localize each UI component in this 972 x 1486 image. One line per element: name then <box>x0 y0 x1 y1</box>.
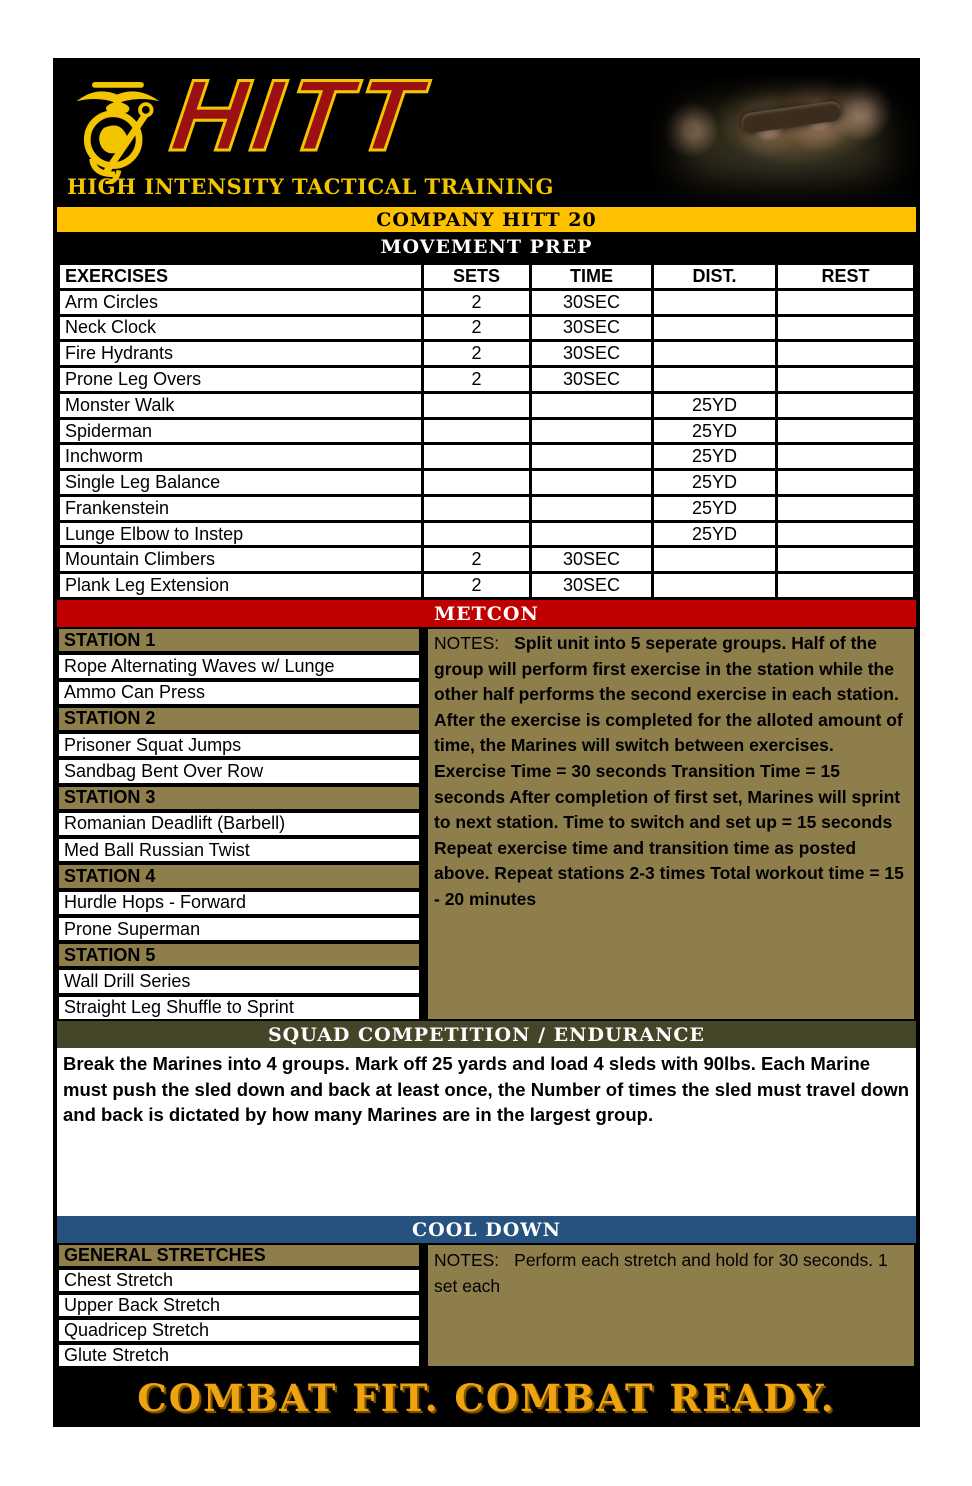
exercise-cell: Spiderman <box>59 418 423 444</box>
sets-cell: 2 <box>423 367 531 393</box>
rest-cell <box>777 367 915 393</box>
rest-cell <box>777 444 915 470</box>
sets-cell: 2 <box>423 573 531 599</box>
notes-label: NOTES: <box>434 633 500 653</box>
table-row <box>59 521 915 547</box>
dist-cell <box>653 341 777 367</box>
footer <box>53 1368 920 1427</box>
sets-cell: 2 <box>423 315 531 341</box>
dist-cell <box>653 547 777 573</box>
sets-cell: 2 <box>423 547 531 573</box>
squad-banner-text: SQUAD COMPETITION / ENDURANCE <box>267 1023 706 1046</box>
table-row <box>59 495 915 521</box>
rest-cell <box>777 315 915 341</box>
company-title-text: COMPANY HITT 20 <box>376 208 597 231</box>
time-cell: 30SEC <box>531 367 653 393</box>
squad-instructions: Break the Marines into 4 groups. Mark off 25 yards and load 4 sleds with 90lbs. Each Marine must push the sled down and back at least once, the Number of times the sled must travel down and back is dictated by how many Marines are in the largest group. <box>57 1048 916 1216</box>
sets-cell <box>423 444 531 470</box>
stretch-item: Glute Stretch <box>57 1343 421 1368</box>
sets-cell <box>423 418 531 444</box>
notes-body: Perform each stretch and hold for 30 seconds. 1 set each <box>434 1250 888 1296</box>
table-row <box>59 367 915 393</box>
station-exercise: Prisoner Squat Jumps <box>57 732 421 758</box>
table-row <box>59 341 915 367</box>
movement-prep-banner <box>57 232 916 262</box>
movement-prep-table-wrap <box>57 262 916 600</box>
col-exercises: EXERCISES <box>59 264 423 290</box>
marines-log-carry-photo <box>651 76 917 204</box>
exercise-cell: Monster Walk <box>59 392 423 418</box>
dist-cell: 25YD <box>653 418 777 444</box>
station-header: STATION 4 <box>57 863 421 889</box>
col-sets: SETS <box>423 264 531 290</box>
time-cell <box>531 444 653 470</box>
col-dist: DIST. <box>653 264 777 290</box>
stretches-column <box>57 1243 421 1368</box>
rest-cell <box>777 470 915 496</box>
hitt-tagline: HIGH INTENSITY TACTICAL TRAINING <box>67 174 554 199</box>
time-cell: 30SEC <box>531 547 653 573</box>
rest-cell <box>777 392 915 418</box>
stretches-header: GENERAL STRETCHES <box>57 1243 421 1268</box>
cooldown-banner <box>57 1216 916 1243</box>
station-exercise: Rope Alternating Waves w/ Lunge <box>57 653 421 679</box>
table-row <box>59 392 915 418</box>
station-exercise: Romanian Deadlift (Barbell) <box>57 811 421 837</box>
table-row <box>59 470 915 496</box>
table-header-row <box>59 264 915 290</box>
time-cell <box>531 470 653 496</box>
dist-cell: 25YD <box>653 495 777 521</box>
station-exercise: Hurdle Hops - Forward <box>57 890 421 916</box>
station-exercise: Straight Leg Shuffle to Sprint <box>57 995 421 1021</box>
metcon-banner-text: METCON <box>434 602 539 625</box>
movement-prep-text: MOVEMENT PREP <box>380 236 593 258</box>
metcon-notes <box>434 631 907 913</box>
station-exercise: Wall Drill Series <box>57 968 421 994</box>
station-header: STATION 2 <box>57 706 421 732</box>
header <box>53 58 920 207</box>
dist-cell: 25YD <box>653 521 777 547</box>
notes-body: Split unit into 5 seperate groups. Half of the group will perform first exercise in the station while the other half performs the second exercise in each station. After the exercise is completed for the alloted amount of time, the Marines will switch between exercises. Exercise Time = 30 seconds Transition Time = 15 seconds After completion of first set, Marines will sprint to next station. Time to switch and set up = 15 seconds Repeat exercise time and transition time as posted above. Repeat stations 2-3 times Total workout time = 15 - 20 minutes <box>434 633 904 909</box>
exercise-cell: Neck Clock <box>59 315 423 341</box>
dist-cell <box>653 315 777 341</box>
sets-cell: 2 <box>423 289 531 315</box>
dist-cell <box>653 573 777 599</box>
sets-cell <box>423 521 531 547</box>
dist-cell <box>653 367 777 393</box>
exercise-cell: Inchworm <box>59 444 423 470</box>
log-shape <box>741 100 844 134</box>
cooldown-notes-panel <box>426 1243 916 1368</box>
exercise-cell: Frankenstein <box>59 495 423 521</box>
col-time: TIME <box>531 264 653 290</box>
stations-column <box>57 627 421 1021</box>
sets-cell: 2 <box>423 341 531 367</box>
usmc-eagle-globe-anchor-icon <box>69 78 165 184</box>
exercise-cell: Plank Leg Extension <box>59 573 423 599</box>
slogan: COMBAT FIT. COMBAT READY. <box>137 1375 836 1420</box>
time-cell <box>531 495 653 521</box>
station-exercise: Prone Superman <box>57 916 421 942</box>
stretch-item: Upper Back Stretch <box>57 1293 421 1318</box>
time-cell <box>531 521 653 547</box>
dist-cell: 25YD <box>653 444 777 470</box>
sets-cell <box>423 495 531 521</box>
time-cell: 30SEC <box>531 573 653 599</box>
station-header: STATION 5 <box>57 942 421 968</box>
rest-cell <box>777 521 915 547</box>
dist-cell <box>653 289 777 315</box>
notes-label: NOTES: <box>434 1250 500 1270</box>
station-header: STATION 3 <box>57 785 421 811</box>
movement-prep-table <box>57 262 916 600</box>
exercise-cell: Prone Leg Overs <box>59 367 423 393</box>
exercise-cell: Fire Hydrants <box>59 341 423 367</box>
time-cell: 30SEC <box>531 315 653 341</box>
hitt-logo: HITT <box>165 60 434 172</box>
station-header: STATION 1 <box>57 627 421 653</box>
cooldown-banner-text: COOL DOWN <box>412 1218 561 1241</box>
dist-cell: 25YD <box>653 392 777 418</box>
station-exercise: Med Ball Russian Twist <box>57 837 421 863</box>
stretch-item: Quadricep Stretch <box>57 1318 421 1343</box>
station-exercise: Sandbag Bent Over Row <box>57 758 421 784</box>
cooldown-section <box>57 1243 916 1368</box>
table-row <box>59 315 915 341</box>
metcon-section <box>57 627 916 1021</box>
rest-cell <box>777 547 915 573</box>
col-rest: REST <box>777 264 915 290</box>
station-exercise: Ammo Can Press <box>57 680 421 706</box>
exercise-cell: Arm Circles <box>59 289 423 315</box>
table-row <box>59 289 915 315</box>
sets-cell <box>423 470 531 496</box>
metcon-banner <box>57 600 916 627</box>
table-row <box>59 547 915 573</box>
rest-cell <box>777 289 915 315</box>
stretch-item: Chest Stretch <box>57 1268 421 1293</box>
table-row <box>59 418 915 444</box>
exercise-cell: Mountain Climbers <box>59 547 423 573</box>
time-cell: 30SEC <box>531 341 653 367</box>
rest-cell <box>777 495 915 521</box>
table-row <box>59 573 915 599</box>
time-cell <box>531 418 653 444</box>
time-cell: 30SEC <box>531 289 653 315</box>
dist-cell: 25YD <box>653 470 777 496</box>
metcon-notes-panel <box>426 627 916 1021</box>
rest-cell <box>777 341 915 367</box>
time-cell <box>531 392 653 418</box>
table-row <box>59 444 915 470</box>
sets-cell <box>423 392 531 418</box>
rest-cell <box>777 573 915 599</box>
hitt-workout-card <box>53 58 920 1427</box>
squad-banner <box>57 1021 916 1048</box>
exercise-cell: Lunge Elbow to Instep <box>59 521 423 547</box>
rest-cell <box>777 418 915 444</box>
company-title-banner <box>57 207 916 232</box>
exercise-cell: Single Leg Balance <box>59 470 423 496</box>
